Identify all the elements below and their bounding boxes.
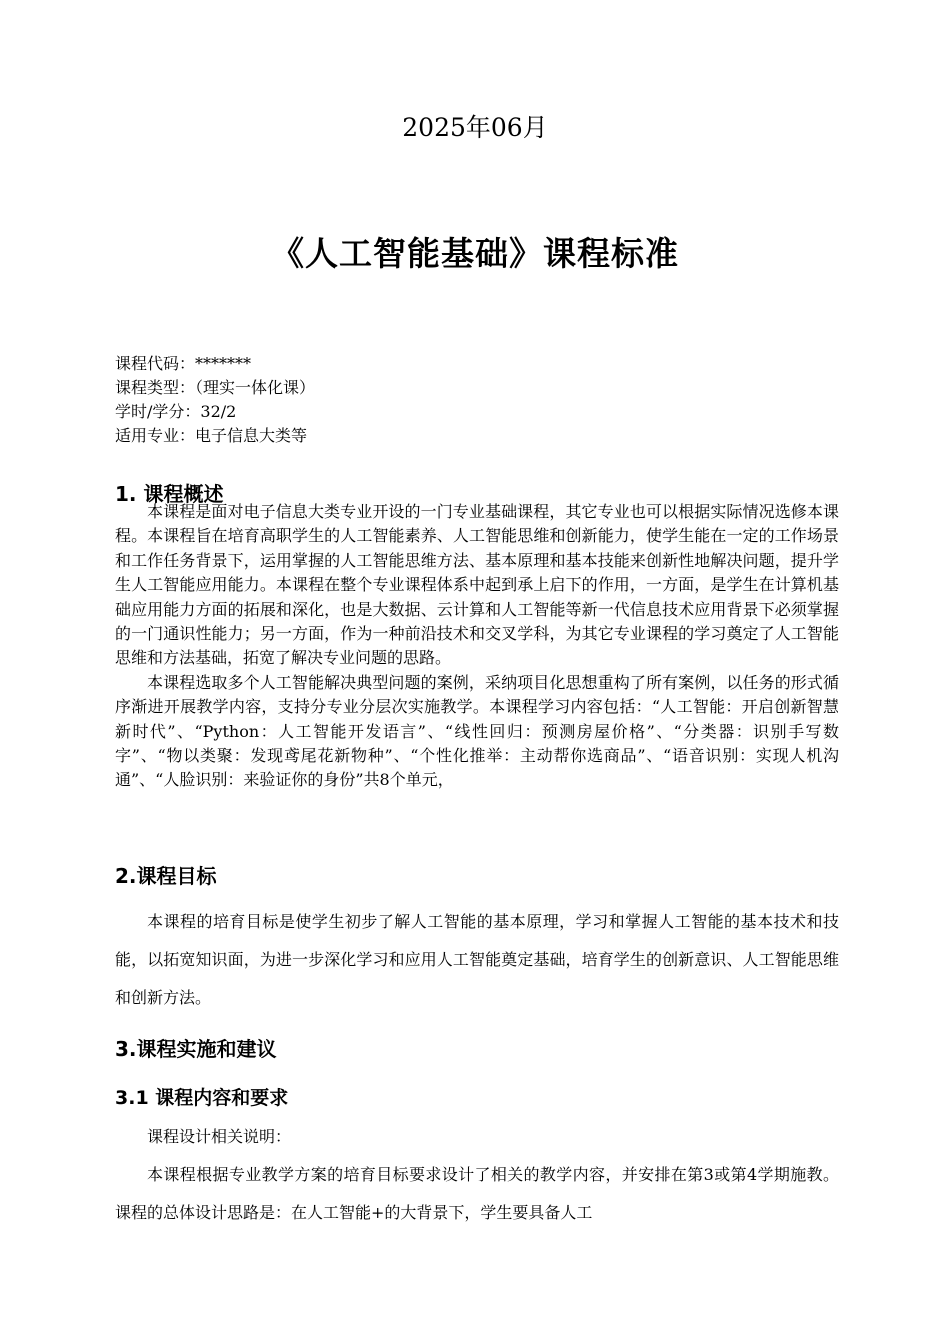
subsection-body-content <box>115 1118 839 1232</box>
goals-paragraph-1: 本课程的培育目标是使学生初步了解人工智能的基本原理，学习和掌握人工智能的基本技术和技能，以拓宽知识面，为进一步深化学习和应用人工智能奠定基础，培育学生的创新意识、人工智能思维和创新方法。 <box>115 912 839 1007</box>
course-meta <box>115 352 835 448</box>
content-paragraph-2: 本课程根据专业教学方案的培育目标要求设计了相关的教学内容，并安排在第3或第4学期施教。课程的总体设计思路是：在人工智能+的大背景下，学生要具备人工 <box>115 1165 839 1222</box>
course-majors: 适用专业：电子信息大类等 <box>115 426 308 445</box>
course-type: 课程类型：（理实一体化课） <box>115 378 316 397</box>
overview-paragraph-2: 本课程选取多个人工智能解决典型问题的案例，采纳项目化思想重构了所有案例，以任务的形式循序渐进开展教学内容，支持分专业分层次实施教学。本课程学习内容包括：“人工智能：开启创新智慧新时代”、“Python：人工智能开发语言”、“线性回归：预测房屋价格”、“分类器：识别手写数字”、“物以类聚：发现鸢尾花新物种”、“个性化推举：主动帮你选商品”、“语音识别：实现人机沟通”、“人脸识别：来验证你的身份”共8个单元， <box>115 672 839 790</box>
overview-paragraph-1: 本课程是面对电子信息大类专业开设的一门专业基础课程，其它专业也可以根据实际情况选修本课程。本课程旨在培育高职学生的人工智能素养、人工智能思维和创新能力，使学生能在一定的工作场景和工作任务背景下，运用掌握的人工智能思维方法、基本原理和基本技能来创新性地解决问题，提升学生人工智能应用能力。本课程在整个专业课程体系中起到承上启下的作用，一方面，是学生在计算机基础应用能力方面的拓展和深化，也是大数据、云计算和人工智能等新一代信息技术应用背景下必须掌握的一门通识性能力；另一方面，作为一种前沿技术和交叉学科，为其它专业课程的学习奠定了人工智能思维和方法基础，拓宽了解决专业问题的思路。 <box>115 502 839 668</box>
content-paragraph-1: 课程设计相关说明： <box>147 1127 292 1146</box>
section-heading-overview: 1. 课程概述 <box>115 482 224 506</box>
section-heading-goals: 2.课程目标 <box>115 864 217 888</box>
section-heading-implementation: 3.课程实施和建议 <box>115 1037 277 1061</box>
course-code: 课程代码：******* <box>115 354 252 373</box>
section-body-goals <box>115 903 839 1017</box>
section-body-overview <box>115 500 839 793</box>
course-hours: 学时/学分：32/2 <box>115 402 237 421</box>
document-title: 《人工智能基础》课程标准 <box>271 234 679 273</box>
document-date: 2025年06月 <box>402 113 548 142</box>
subsection-heading-content: 3.1 课程内容和要求 <box>115 1087 289 1109</box>
